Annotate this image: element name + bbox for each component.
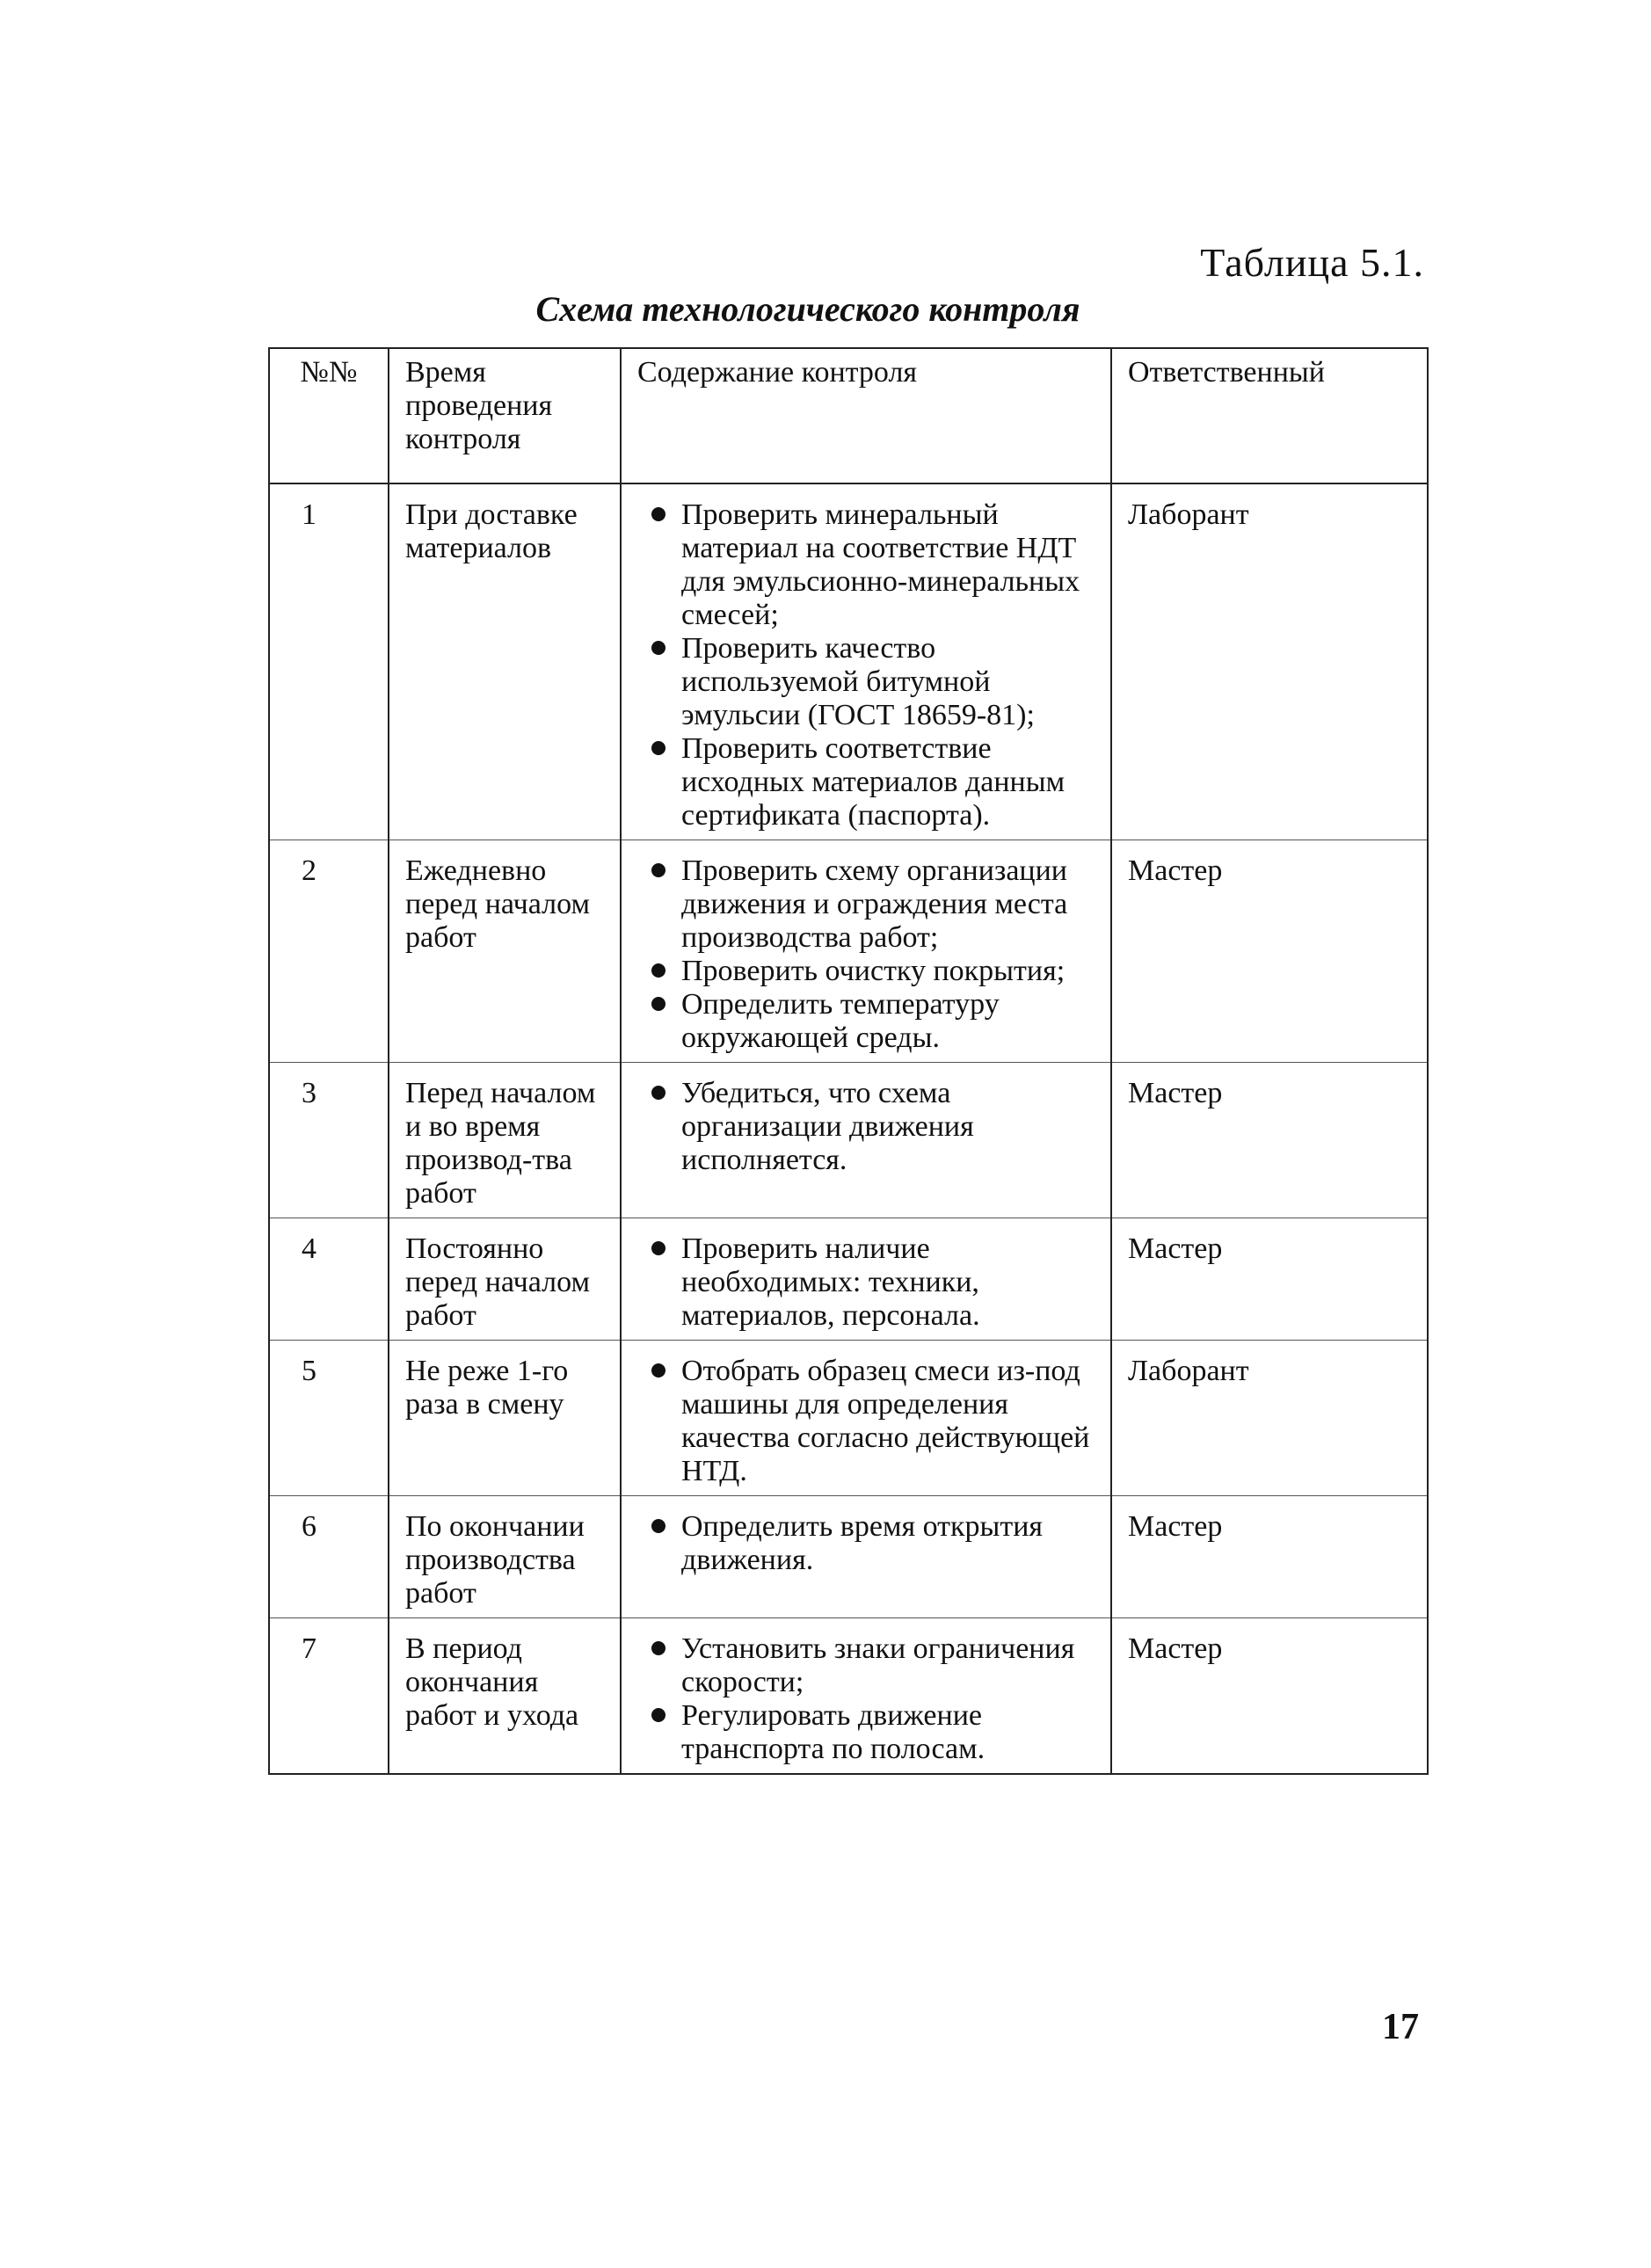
bullet-icon	[651, 863, 665, 877]
check-list	[637, 1077, 1098, 1177]
list-item-text: Отобрать образец смеси из-под машины для определения качества согласно действующей НТД.	[681, 1355, 1090, 1487]
table-row	[269, 483, 1428, 840]
list-item-text: Проверить наличие необходимых: техники, материалов, персонала.	[681, 1232, 980, 1332]
bullet-icon	[651, 1641, 665, 1655]
list-item	[637, 988, 1098, 1055]
check-list	[637, 1632, 1098, 1766]
list-item	[637, 1510, 1098, 1577]
bullet-icon	[651, 641, 665, 655]
table-row	[269, 1496, 1428, 1618]
row-time: По окончании производства работ	[389, 1496, 621, 1618]
row-content	[621, 1618, 1111, 1775]
bullet-icon	[651, 507, 665, 521]
list-item-text: Убедиться, что схема организации движения исполняется.	[681, 1077, 974, 1176]
row-content	[621, 840, 1111, 1063]
row-responsible: Мастер	[1111, 1063, 1428, 1218]
row-number: 6	[269, 1496, 389, 1618]
table-row	[269, 1063, 1428, 1218]
table-title	[0, 288, 1651, 330]
list-item-text: Проверить очистку покрытия;	[681, 955, 1066, 987]
row-number: 5	[269, 1341, 389, 1496]
list-item	[637, 955, 1098, 988]
list-item-text: Проверить соответствие исходных материалов данным сертификата (паспорта).	[681, 732, 1066, 832]
table-row	[269, 1218, 1428, 1341]
list-item	[637, 632, 1098, 732]
row-content	[621, 1496, 1111, 1618]
bullet-icon	[651, 1241, 665, 1255]
row-number: 4	[269, 1218, 389, 1341]
row-responsible: Мастер	[1111, 840, 1428, 1063]
bullet-icon	[651, 997, 665, 1011]
list-item-text: Проверить схему организации движения и ограждения места производства работ;	[681, 854, 1068, 954]
row-responsible: Мастер	[1111, 1218, 1428, 1341]
row-number: 3	[269, 1063, 389, 1218]
row-responsible: Мастер	[1111, 1496, 1428, 1618]
row-time: Не реже 1-го раза в смену	[389, 1341, 621, 1496]
list-item-text: Проверить качество используемой битумной эмульсии (ГОСТ 18659-81);	[681, 632, 1035, 731]
list-item-text: Установить знаки ограничения скорости;	[681, 1632, 1075, 1698]
header-num: №№	[269, 348, 389, 483]
row-time: В период окончания работ и ухода	[389, 1618, 621, 1775]
header-content: Содержание контроля	[621, 348, 1111, 483]
row-responsible: Лаборант	[1111, 483, 1428, 840]
row-content	[621, 483, 1111, 840]
row-time: Постоянно перед началом работ	[389, 1218, 621, 1341]
list-item-text: Определить температуру окружающей среды.	[681, 988, 1000, 1054]
page-number: 17	[1382, 2007, 1419, 2047]
bullet-icon	[651, 1363, 665, 1378]
header-row	[269, 348, 1428, 483]
list-item	[637, 1077, 1098, 1177]
row-content	[621, 1341, 1111, 1496]
row-content	[621, 1218, 1111, 1341]
list-item	[637, 732, 1098, 832]
table-body	[269, 483, 1428, 1774]
row-content	[621, 1063, 1111, 1218]
list-item	[637, 1355, 1098, 1488]
control-table	[268, 347, 1429, 1775]
table-row	[269, 1618, 1428, 1775]
check-list	[637, 498, 1098, 832]
list-item	[637, 854, 1098, 955]
list-item	[637, 1699, 1098, 1766]
list-item	[637, 1632, 1098, 1699]
check-list	[637, 1510, 1098, 1577]
list-item-text: Определить время открытия движения.	[681, 1510, 1044, 1576]
row-responsible: Мастер	[1111, 1618, 1428, 1775]
bullet-icon	[651, 1519, 665, 1533]
row-number: 1	[269, 483, 389, 840]
check-list	[637, 1232, 1098, 1333]
bullet-icon	[651, 963, 665, 978]
check-list	[637, 1355, 1098, 1488]
list-item-text: Регулировать движение транспорта по полосам.	[681, 1699, 986, 1765]
bullet-icon	[651, 1086, 665, 1100]
table-label: Таблица 5.1.	[1200, 240, 1424, 285]
row-time: Ежедневно перед началом работ	[389, 840, 621, 1063]
row-responsible: Лаборант	[1111, 1341, 1428, 1496]
list-item-text: Проверить минеральный материал на соответствие НДТ для эмульсионно-минеральных смесей;	[681, 498, 1080, 631]
row-time: Перед началом и во время производ-тва работ	[389, 1063, 621, 1218]
check-list	[637, 854, 1098, 1055]
table-title-text: Схема технологического контроля	[535, 289, 1080, 329]
table-row	[269, 1341, 1428, 1496]
row-time: При доставке материалов	[389, 483, 621, 840]
bullet-icon	[651, 741, 665, 755]
table-row	[269, 840, 1428, 1063]
header-time: Время проведения контроля	[389, 348, 621, 483]
bullet-icon	[651, 1708, 665, 1722]
list-item	[637, 1232, 1098, 1333]
list-item	[637, 498, 1098, 632]
row-number: 2	[269, 840, 389, 1063]
header-responsible: Ответственный	[1111, 348, 1428, 483]
row-number: 7	[269, 1618, 389, 1775]
